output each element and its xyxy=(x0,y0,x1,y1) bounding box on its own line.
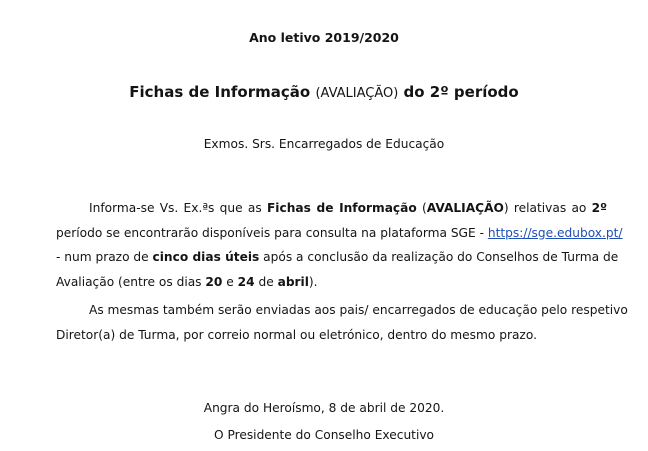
text-fragment: ). xyxy=(308,274,318,289)
paragraph1-line4 xyxy=(56,270,607,295)
sge-link[interactable]: https://sge.edubox.pt/ xyxy=(487,225,623,240)
text-fragment: e xyxy=(222,274,238,289)
paragraph-information xyxy=(56,196,623,294)
place-and-date: Angra do Heroísmo, 8 de abril de 2020. xyxy=(203,401,445,415)
bold-period: 2º xyxy=(591,201,607,215)
paragraph2-line1: As mesmas também serão enviadas aos pais/ encarregados de educação pelo respetivo xyxy=(89,303,628,317)
salutation: Exmos. Srs. Encarregados de Educação xyxy=(203,137,445,151)
paragraph-delivery xyxy=(56,298,628,347)
paragraph2-line2: Diretor(a) de Turma, por correio normal ou eletrónico, dentro do mesmo prazo. xyxy=(56,327,537,342)
text-fragment: ( xyxy=(416,201,427,215)
text-fragment: de xyxy=(254,274,278,289)
paragraph1-line2 xyxy=(56,221,623,246)
document-title xyxy=(0,83,648,101)
paragraph1-line3 xyxy=(56,245,619,270)
bold-fichas: Fichas de Informação xyxy=(266,201,417,215)
title-main: Fichas de Informação xyxy=(129,83,311,101)
bold-cinco-dias: cinco dias úteis xyxy=(152,250,260,265)
bold-day-20: 20 xyxy=(205,274,223,289)
text-fragment: período se encontrarão disponíveis para consulta na plataforma SGE - xyxy=(56,225,488,240)
bold-avaliacao: AVALIAÇÃO xyxy=(426,201,504,215)
signature-line: O Presidente do Conselho Executivo xyxy=(213,428,435,442)
text-fragment: Avaliação (entre os dias xyxy=(56,274,206,289)
text-fragment: Informa-se Vs. Ex.ªs que as xyxy=(89,201,267,215)
bold-abril: abril xyxy=(277,274,309,289)
school-year-heading: Ano letivo 2019/2020 xyxy=(249,30,399,45)
bold-day-24: 24 xyxy=(237,274,255,289)
text-fragment: após a conclusão da realização do Conselhos de Turma de xyxy=(259,250,619,265)
title-parenthetical: (AVALIAÇÃO) xyxy=(315,86,399,101)
paragraph1-line1 xyxy=(56,196,607,221)
title-suffix: do 2º período xyxy=(403,83,519,101)
text-fragment: ) relativas ao xyxy=(503,201,592,215)
text-fragment: - num prazo de xyxy=(56,250,153,265)
